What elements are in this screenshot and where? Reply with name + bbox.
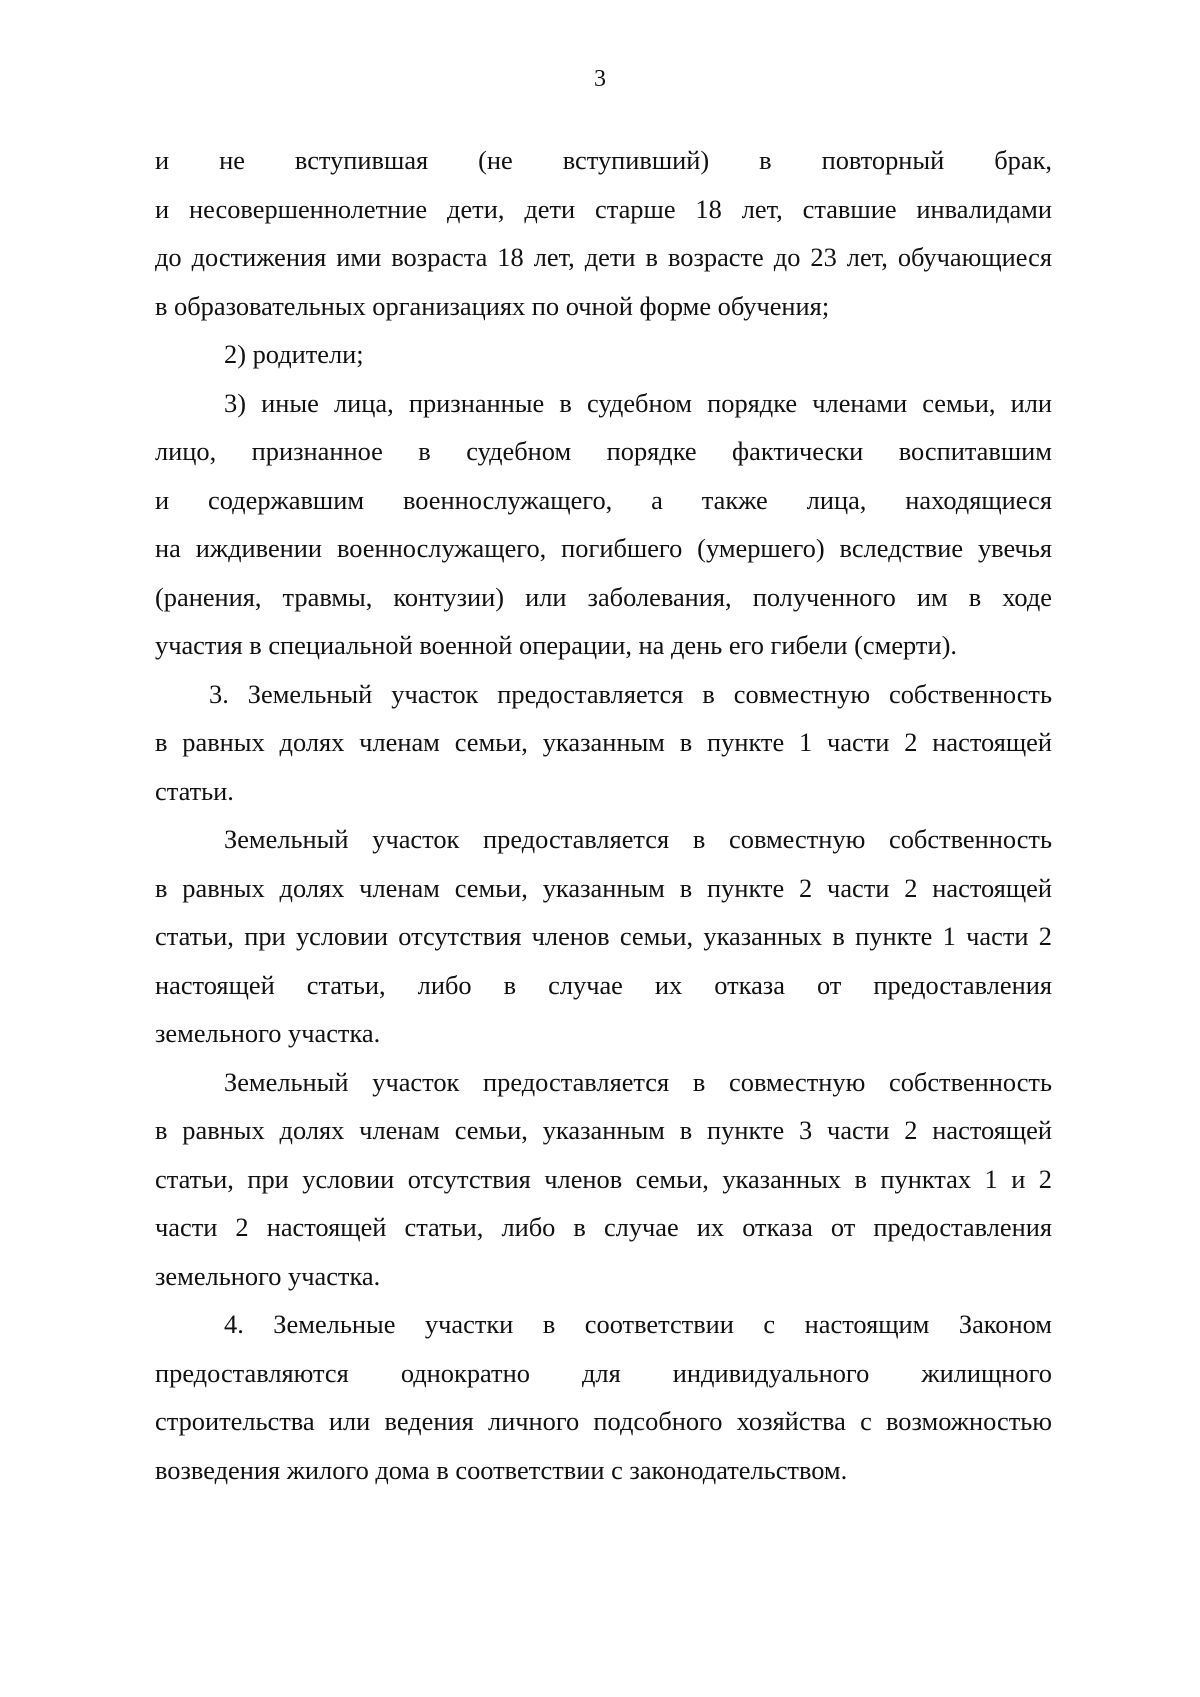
text-line: земельного участка. — [155, 1018, 381, 1048]
text-line: (ранения, травмы, контузии) или заболевания, полученного им в ходе — [155, 581, 1052, 612]
text-line: части 2 настоящей статьи, либо в случае их отказа от предоставления — [155, 1212, 1052, 1242]
text-line: в образовательных организациях по очной форме обучения; — [155, 290, 830, 321]
text-line: до достижения ими возраста 18 лет, дети в возрасте до 23 лет, обучающиеся — [155, 242, 1052, 272]
text-line: предоставляются однократно для индивидуального жилищного — [155, 1357, 1052, 1388]
section-4-heading-line: 4. Земельные участки в соответствии с настоящим Законом — [224, 1309, 1052, 1339]
list-item-parents: 2) родители; — [224, 339, 364, 369]
text-line: статьи, при условии отсутствия членов семьи, указанных в пунктах 1 и 2 — [155, 1163, 1052, 1194]
text-line: и не вступившая (не вступивший) в повторный брак, — [155, 145, 1052, 175]
text-line: возведения жилого дома в соответствии с законодательством. — [155, 1454, 848, 1485]
text-line: участия в специальной военной операции, на день его гибели (смерти). — [155, 630, 957, 660]
text-line: статьи, при условии отсутствия членов семьи, указанных в пункте 1 части 2 — [155, 921, 1052, 951]
text-line: на иждивении военнослужащего, погибшего (умершего) вследствие увечья — [155, 533, 1052, 563]
text-line: и содержавшим военнослужащего, а также лица, находящиеся — [155, 484, 1052, 515]
text-line: лицо, признанное в судебном порядке фактически воспитавшим — [155, 436, 1052, 466]
text-line: Земельный участок предоставляется в совместную собственность — [224, 824, 1052, 854]
text-line: в равных долях членам семьи, указанным в пункте 1 части 2 настоящей — [155, 727, 1052, 757]
text-line: Земельный участок предоставляется в совместную собственность — [224, 1066, 1052, 1097]
section-3-heading-line: 3. Земельный участок предоставляется в совместную собственность — [209, 678, 1052, 709]
page-number: 3 — [594, 66, 606, 92]
text-line: статьи. — [155, 775, 234, 806]
text-line: настоящей статьи, либо в случае их отказа от предоставления — [155, 969, 1052, 1000]
text-line: 3) иные лица, признанные в судебном порядке членами семьи, или — [224, 387, 1052, 418]
text-line: в равных долях членам семьи, указанным в пункте 2 части 2 настоящей — [155, 872, 1052, 903]
text-line: в равных долях членам семьи, указанным в пункте 3 части 2 настоящей — [155, 1115, 1052, 1145]
text-line: земельного участка. — [155, 1260, 381, 1291]
text-line: и несовершеннолетние дети, дети старше 18 лет, ставшие инвалидами — [155, 193, 1052, 224]
text-line: строительства или ведения личного подсобного хозяйства с возможностью — [155, 1406, 1052, 1436]
document-body — [155, 136, 1052, 1494]
